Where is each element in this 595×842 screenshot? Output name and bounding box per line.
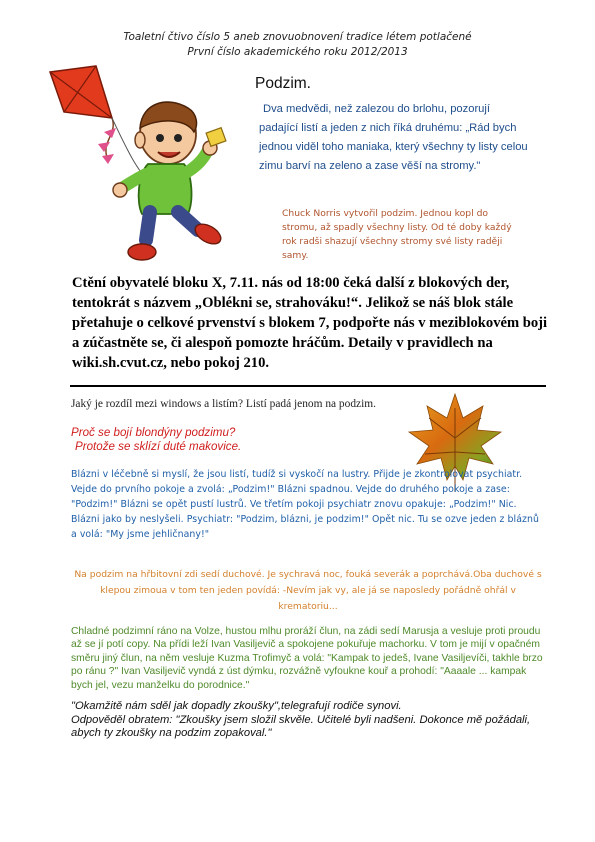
blonde-joke xyxy=(71,426,241,454)
chuck-norris-joke: Chuck Norris vytvořil podzim. Jednou kopl do stromu, až spadly všechny listy. Od té doby každý rok radši shazují všechny stromy své listy raději samy. xyxy=(282,208,512,261)
asylum-joke: Blázni v léčebně si myslí, že jsou listí, tudíž si vyskočí na lustry. Přijde je zkontrolovat psychiatr. Vejde do prvního pokoje a zvolá: „Podzim!" Blázni spadnou. Vejde do druhého pokoje a zase: "Podzim!" Blázni se opět pustí lustrů. Ve třetím pokoji psychiatr znovu opakuje: „Podzim!" Nic. Blázni jako by neslyšeli. Psychiatr: "Podzim, blázni, je podzim!" Opět nic. Tu se ozve jeden z bláznů a volá: "My jsme jehličnany!" xyxy=(71,469,539,540)
ghosts-joke: Na podzim na hřbitovní zdi sedí duchové. Je sychravá noc, fouká severák a poprchává.Oba duchové s klepou zimoua v tom ten jeden povídá: -Nevím jak vy, ale já se naposledy pořádně ohřál v krematoriu... xyxy=(74,569,542,612)
exam-reply: Odpověděl obratem: "Zkoušky jsem složil skvěle. Učitelé byli nadšeni. Dokonce mě požádali, abych ty zkoušky na podzim zopakoval." xyxy=(71,713,531,740)
section-title: Podzim. xyxy=(255,75,311,92)
windows-joke: Jaký je rozdíl mezi windows a listím? Listí padá jenom na podzim. xyxy=(71,398,376,410)
exam-joke xyxy=(71,700,545,741)
header-title: Toaletní čtivo číslo 5 aneb znovuobnovení tradice létem potlačené xyxy=(123,31,472,43)
divider xyxy=(70,385,546,387)
exam-telegram: "Okamžitě nám sděl jak dopadly zkoušky",telegrafují rodiče synovi. xyxy=(71,700,402,712)
volga-joke: Chladné podzimní ráno na Volze, hustou mlhu proráží člun, na zádi sedí Marusja a vesluje proti proudu až se jí potí copy. Na přídi leží Ivan Vasiljevič a spokojene pokuřuje machorku. V tom je mijí v opačném směru jiný člun, na něm vesluje Kuzma Trofimyč a volá: "Kampak to jedeš, Ivane Vasiljevíči, takhle brzo po ránu ?" Ivan Vasiljevič vyndá z úst dýmku, rozvážně vyfoukne kouř a prohodí: "Aaaale ... kampak bych jel, vezu manželku do porodnice." xyxy=(71,626,543,691)
bears-joke: Dva medvědi, než zalezou do brlohu, pozorují padající listí a jeden z nich říká druhému: „Rád bych jednou viděl toho maniaka, který všechny ty listy celou zimu barví na zeleno a zase věší na stromy." xyxy=(259,103,528,172)
block-announcement: Ctění obyvatelé bloku X, 7.11. nás od 18:00 čeká další z blokových der, tentokrát s názvem „Oblékni se, strahováku!“. Jelikož se náš blok stále přetahuje o celkové prvenství s blokem 7, podpořte nás v meziblokovém boji a zúčastněte se, či alespoň pomozte hráčům. Detaily v pravidlech na wiki.sh.cvut.cz, nebo pokoj 210. xyxy=(72,275,548,371)
header-subtitle: První číslo akademického roku 2012/2013 xyxy=(187,46,408,58)
blonde-question: Proč se bojí blondýny podzimu? xyxy=(71,426,236,439)
blonde-answer: Protože se sklízí duté makovice. xyxy=(75,440,242,453)
kite-boy-icon xyxy=(38,62,238,272)
